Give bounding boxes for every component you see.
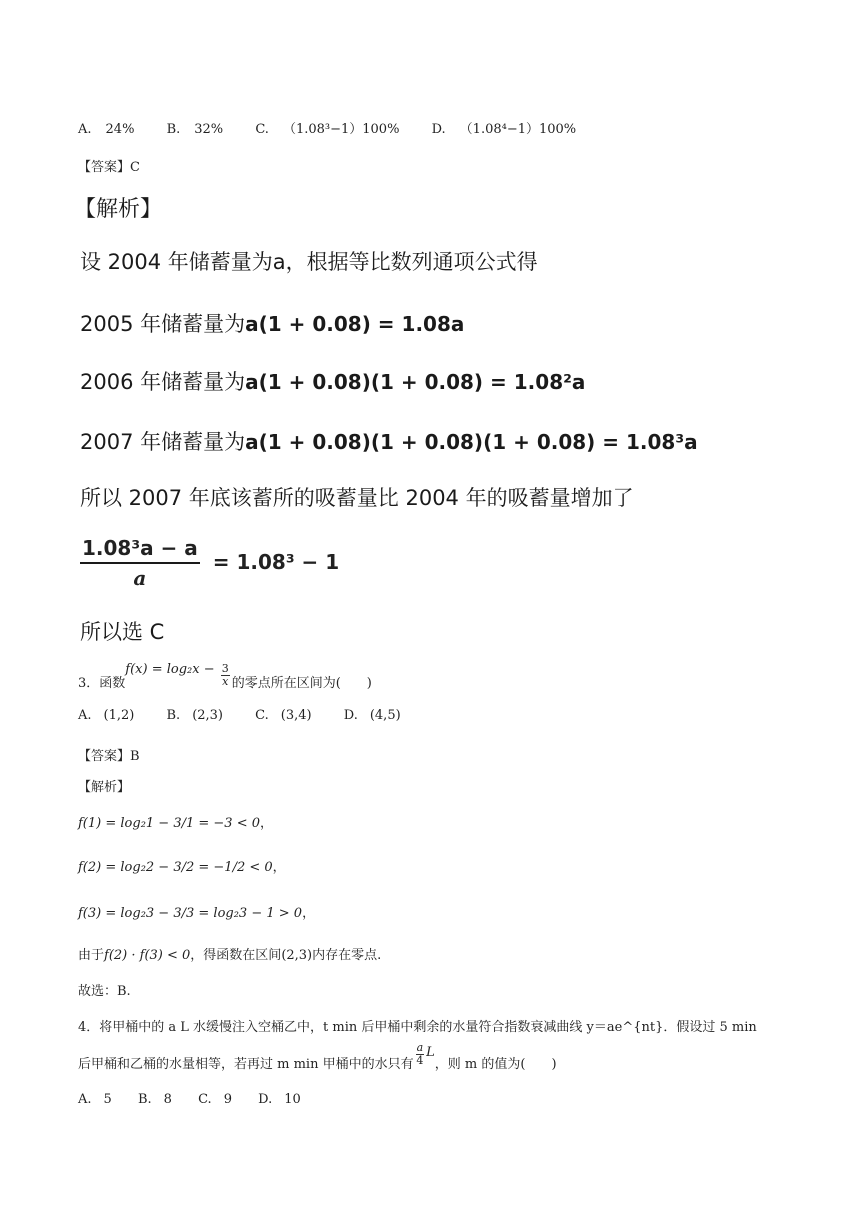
q2-analysis-line5: 所以 2007 年底该蓄所的吸蓄量比 2004 年的吸蓄量增加了 [80,486,634,510]
q2-analysis-line3 [80,366,585,396]
q2-option-a-letter: A. [78,122,92,137]
q3-f3-math: f(3) = log₂3 − 3/3 = log₂3 − 1 > 0 [78,906,303,921]
q2-analysis-line4 [80,426,698,456]
q3-f2-comma: ， [272,860,286,875]
q3-f1 [78,812,273,831]
q4-fraction-num: a [416,1041,424,1054]
q2-option-c: （1.08³−1）100% [282,122,400,137]
q3-f1-comma: ， [260,816,274,831]
q3-function: f(x) = log₂x − [125,662,219,677]
q2-option-d: （1.08⁴−1）100% [459,122,577,137]
q4-option-c: 9 [223,1092,232,1107]
q3-f2 [78,856,286,875]
q4-option-b-letter: B. [137,1092,152,1107]
q3-option-a-letter: A. [78,708,92,723]
q2-analysis-line2 [80,308,464,338]
q3-reason-interval: (2,3) [281,948,313,963]
q3-option-d: (4,5) [369,708,401,723]
q2-option-b: 32% [194,122,224,137]
q2-option-b-letter: B. [166,122,181,137]
q3-f2-math: f(2) = log₂2 − 3/2 = −1/2 < 0 [78,860,273,875]
q4-option-b: 8 [163,1092,172,1107]
q4-option-c-letter: C. [198,1092,212,1107]
q3-option-c: (3,4) [280,708,312,723]
q3-reason-math: f(2) · f(3) < 0 [104,948,191,963]
q3-option-b-letter: B. [166,708,181,723]
q3-stem-suffix: 的零点所在区间为( ) [231,676,372,691]
q2-line3-math: a(1 + 0.08)(1 + 0.08) = 1.08²a [245,370,586,394]
q3-answer: 【答案】B [78,749,140,764]
q2-conclusion: 所以选 C [80,620,165,644]
q2-answer: 【答案】C [78,160,140,175]
q4-options-row [78,1092,301,1107]
q2-line4-prefix: 2007 年储蓄量为 [80,430,246,454]
q2-fraction-equation [80,536,339,590]
q3-choice: 故选：B. [78,984,131,999]
q3-func-num: 3 [221,662,229,675]
q2-fraction-denominator: a [133,566,147,590]
q3-option-d-letter: D. [343,708,358,723]
q3-f3 [78,902,315,921]
q4-option-a-letter: A. [78,1092,92,1107]
q4-option-a: 5 [103,1092,112,1107]
q2-fraction [80,536,200,590]
q2-fraction-numerator: 1.08³a − a [80,536,200,564]
q3-reason-mid: ，得函数在区间 [190,948,282,963]
q4-fraction [416,1042,425,1067]
q3-option-b: (2,3) [192,708,224,723]
q2-line2-math: a(1 + 0.08) = 1.08a [245,312,465,336]
q2-line2-prefix: 2005 年储蓄量为 [80,312,246,336]
q4-line2-suffix: ，则 m 的值为( ) [434,1057,557,1072]
q4-fraction-unit: L [426,1045,435,1060]
q3-func-den: x [222,675,229,688]
q3-options-row [78,708,401,723]
q3-f1-math: f(1) = log₂1 − 3/1 = −3 < 0 [78,816,260,831]
q3-option-a: (1,2) [103,708,135,723]
q2-option-d-letter: D. [431,122,446,137]
q2-option-a: 24% [105,122,135,137]
q4-line2-prefix: 后甲桶和乙桶的水量相等，若再过 m min 甲桶中的水只有 [78,1057,414,1072]
q3-reason-suffix: 内存在零点. [312,948,382,963]
q4-option-d-letter: D. [258,1092,273,1107]
q2-line4-math: a(1 + 0.08)(1 + 0.08)(1 + 0.08) = 1.08³a [245,430,698,454]
q4-line2 [78,1042,557,1074]
q4-line1: 4．将甲桶中的 a L 水缓慢注入空桶乙中，t min 后甲桶中剩余的水量符合指数衰减曲线 y＝ae^{nt}．假设过 5 min [78,1020,757,1035]
q2-option-c-letter: C. [255,122,269,137]
q3-function-fraction [221,663,230,688]
q3-f3-comma: ， [302,906,316,921]
q4-fraction-den: 4 [416,1054,424,1067]
q2-fraction-rhs: = 1.08³ − 1 [212,549,340,574]
q3-stem [78,660,372,694]
q2-options-row [78,118,576,137]
q3-reason [78,944,381,963]
q3-option-c-letter: C. [255,708,269,723]
q3-stem-prefix: 3．函数 [78,676,126,691]
q2-analysis-line1: 设 2004 年储蓄量为a，根据等比数列通项公式得 [80,250,538,274]
q3-analysis-title: 【解析】 [78,780,131,795]
q4-option-d: 10 [284,1092,301,1107]
q2-analysis-title: 【解析】 [74,197,163,222]
q2-line3-prefix: 2006 年储蓄量为 [80,370,246,394]
q3-reason-prefix: 由于 [78,948,105,963]
